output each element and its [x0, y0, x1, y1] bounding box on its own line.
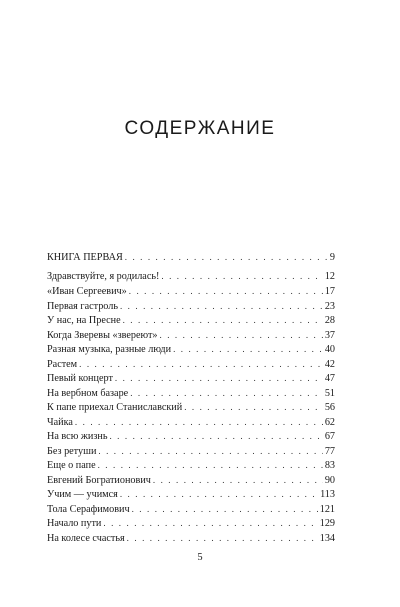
toc-entry-page: 90: [324, 475, 335, 486]
toc-entry-page: 62: [324, 417, 335, 428]
dot-leader: [173, 342, 323, 357]
dot-leader: [98, 444, 322, 459]
toc-entry-page: 47: [324, 373, 335, 384]
toc-entry[interactable]: [47, 299, 335, 314]
toc-entry-label: Учим — учимся: [47, 489, 118, 500]
toc-entry[interactable]: [47, 284, 335, 299]
toc-part-label: КНИГА ПЕРВАЯ: [47, 252, 123, 263]
toc-entry[interactable]: [47, 313, 335, 328]
toc-entry[interactable]: [47, 487, 335, 502]
dot-leader: [120, 299, 323, 314]
dot-leader: [127, 531, 318, 546]
toc-entry-label: Растем: [47, 359, 78, 370]
toc-entry-label: Первая гастроль: [47, 301, 118, 312]
toc-entry-page: 23: [324, 301, 335, 312]
dot-leader: [123, 313, 323, 328]
toc-entry-label: Тола Серафимович: [47, 504, 130, 515]
toc-entry[interactable]: [47, 429, 335, 444]
toc-entry-label: Чайка: [47, 417, 73, 428]
toc-entry-page: 37: [324, 330, 335, 341]
toc-entry-page: 42: [324, 359, 335, 370]
toc-entry[interactable]: [47, 400, 335, 415]
toc-part-page: 9: [329, 252, 335, 263]
toc-entry[interactable]: [47, 502, 335, 517]
dot-leader: [109, 429, 322, 444]
toc-entry[interactable]: [47, 269, 335, 284]
toc-entry-page: 129: [319, 518, 335, 529]
toc-entry-page: 134: [319, 533, 335, 544]
toc-part-row[interactable]: [47, 250, 335, 265]
toc-entry[interactable]: [47, 415, 335, 430]
toc-entry[interactable]: [47, 444, 335, 459]
dot-leader: [98, 458, 323, 473]
toc-entry[interactable]: [47, 531, 335, 546]
toc-entry-label: На колесе счастья: [47, 533, 125, 544]
toc-entry[interactable]: [47, 386, 335, 401]
dot-leader: [125, 250, 328, 265]
dot-leader: [115, 371, 323, 386]
dot-leader: [184, 400, 323, 415]
dot-leader: [160, 328, 323, 343]
toc-entry-label: Еще о папе: [47, 460, 96, 471]
toc-entry[interactable]: [47, 473, 335, 488]
toc-entry[interactable]: [47, 371, 335, 386]
dot-leader: [75, 415, 323, 430]
dot-leader: [161, 269, 322, 284]
dot-leader: [153, 473, 323, 488]
toc-entry-page: 40: [324, 344, 335, 355]
toc-entry-page: 77: [324, 446, 335, 457]
dot-leader: [129, 284, 323, 299]
toc-entry[interactable]: [47, 342, 335, 357]
dot-leader: [132, 502, 318, 517]
toc-entry[interactable]: [47, 357, 335, 372]
toc-entry-label: Певый концерт: [47, 373, 113, 384]
toc-entry-page: 56: [324, 402, 335, 413]
dot-leader: [103, 516, 317, 531]
toc-entry-label: На всю жизнь: [47, 431, 108, 442]
toc-entry-label: Начало пути: [47, 518, 102, 529]
toc-entry-label: Здравствуйте, я родилась!: [47, 271, 160, 282]
toc-entry-page: 113: [320, 489, 335, 500]
toc-entry-label: «Иван Сергеевич»: [47, 286, 127, 297]
toc-entry-label: На вербном базаре: [47, 388, 129, 399]
toc-entry-page: 12: [324, 271, 335, 282]
toc-entry[interactable]: [47, 328, 335, 343]
toc-entry[interactable]: [47, 458, 335, 473]
toc-entry-label: Евгений Богратионович: [47, 475, 151, 486]
toc-entry-page: 17: [324, 286, 335, 297]
toc-entry-page: 51: [324, 388, 335, 399]
toc-entry-page: 83: [324, 460, 335, 471]
page-title: СОДЕРЖАНИЕ: [124, 118, 276, 139]
toc-entry-page: 67: [324, 431, 335, 442]
page-number: 5: [197, 552, 203, 563]
toc-entry-label: Разная музыка, разные люди: [47, 344, 172, 355]
toc-entry[interactable]: [47, 516, 335, 531]
dot-leader: [130, 386, 323, 401]
toc-entry-label: К папе приехал Станиславский: [47, 402, 183, 413]
dot-leader: [120, 487, 318, 502]
toc-entry-label: Без ретуши: [47, 446, 97, 457]
dot-leader: [79, 357, 323, 372]
toc-entry-page: 28: [324, 315, 335, 326]
toc-entry-label: У нас, на Пресне: [47, 315, 121, 326]
toc-entry-label: Когда Зверевы «зверeют»: [47, 330, 158, 341]
toc-entry-page: 121: [319, 504, 335, 515]
